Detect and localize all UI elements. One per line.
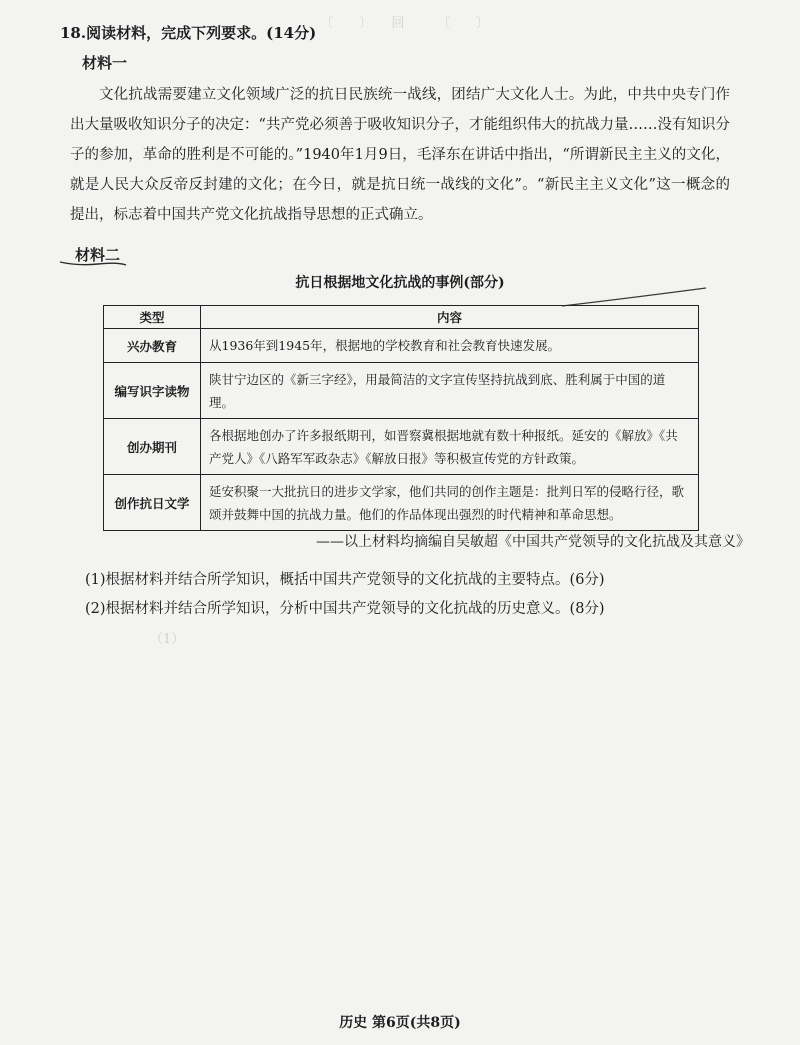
question-title: 18.阅读材料，完成下列要求。(14分) [60, 24, 317, 42]
sub-question-1: (1)根据材料并结合所学知识，概括中国共产党领导的文化抗战的主要特点。(6分) [85, 572, 605, 588]
pen-underline-mark [58, 258, 128, 270]
table-row [104, 363, 699, 419]
row-type: 创作抗日文学 [104, 475, 201, 531]
table-row [104, 329, 699, 363]
header-type: 类型 [104, 306, 201, 329]
page-footer: 历史 第6页(共8页) [339, 1015, 461, 1031]
material2-label: 材料二 [75, 246, 121, 264]
material1-text [70, 80, 730, 230]
table-row [104, 419, 699, 475]
row-type: 编写识字读物 [104, 363, 201, 419]
row-content: 从1936年到1945年，根据地的学校教育和社会教育快速发展。 [201, 329, 699, 363]
sub-question-2: (2)根据材料并结合所学知识，分析中国共产党领导的文化抗战的历史意义。(8分) [85, 601, 605, 617]
row-type: 创办期刊 [104, 419, 201, 475]
material1-label: 材料一 [82, 54, 128, 72]
table-header-row [104, 306, 699, 329]
bleed-through-text: 〔 〕 回 〔 〕 [320, 16, 587, 31]
table-row [104, 475, 699, 531]
row-content: 延安积聚一大批抗日的进步文学家，他们共同的创作主题是：批判日军的侵略行径，歌颂并鼓舞中国的抗战力量。他们的作品体现出强烈的时代精神和革命思想。 [201, 475, 699, 531]
row-type: 兴办教育 [104, 329, 201, 363]
row-content: 各根据地创办了许多报纸期刊，如晋察冀根据地就有数十种报纸。延安的《解放》《共产党人》《八路军军政杂志》《解放日报》等积极宣传党的方针政策。 [201, 419, 699, 475]
material1-paragraph: 文化抗战需要建立文化领域广泛的抗日民族统一战线，团结广大文化人士。为此，中共中央专门作出大量吸收知识分子的决定：“共产党必须善于吸收知识分子，才能组织伟大的抗战力量……没有知识分子的参加，革命的胜利是不可能的。”1940年1月9日，毛泽东在讲话中指出，“所谓新民主主义的文化，就是人民大众反帝反封建的文化；在今日，就是抗日统一战线的文化”。“新民主主义文化”这一概念的提出，标志着中国共产党文化抗战指导思想的正式确立。 [70, 87, 730, 223]
row-content: 陕甘宁边区的《新三字经》，用最简洁的文字宣传坚持抗战到底、胜利属于中国的道理。 [201, 363, 699, 419]
bleed-through-text [240, 662, 565, 681]
header-content: 内容 [201, 306, 699, 329]
events-table [103, 305, 699, 531]
bleed-through-text: （1） [150, 632, 633, 647]
table-title: 抗日根据地文化抗战的事例(部分) [295, 275, 505, 291]
material-source: ——以上材料均摘编自吴敏超《中国共产党领导的文化抗战及其意义》 [316, 534, 750, 550]
